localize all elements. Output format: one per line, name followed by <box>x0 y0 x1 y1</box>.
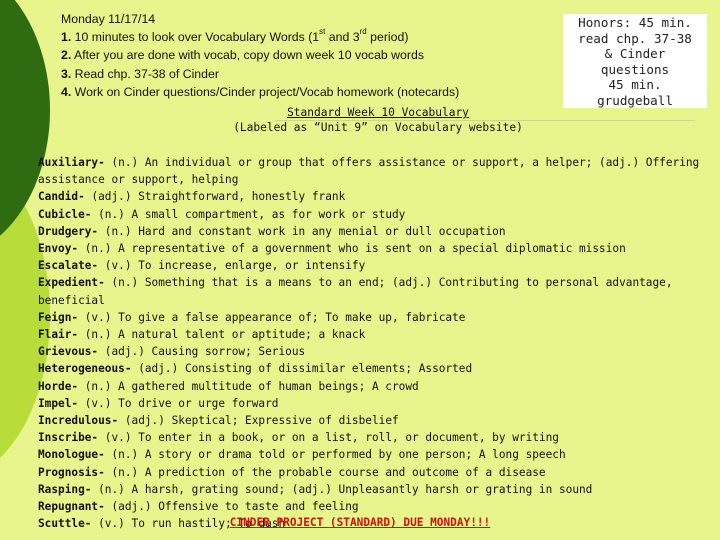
vocabulary-entry <box>38 429 710 446</box>
vocabulary-entry <box>38 360 710 377</box>
vocabulary-definition: (n.) An individual or group that offers assistance or support, a helper; (adj.) Offering assistance or support, helping <box>38 156 700 187</box>
vocabulary-definition: (v.) To run hastily; To dash <box>91 517 286 531</box>
vocabulary-entry <box>38 464 710 481</box>
vocabulary-definition: (adj.) Offensive to taste and feeling <box>104 500 359 514</box>
vocabulary-definition: (v.) To drive or urge forward <box>78 396 279 410</box>
vocabulary-entry <box>38 481 710 498</box>
honors-line: questions <box>600 61 670 77</box>
agenda-heading: Monday 11/17/14 <box>61 12 156 26</box>
vocabulary-word: Monologue- <box>38 448 105 462</box>
vocabulary-word: Repugnant- <box>38 500 105 514</box>
agenda-item-text: Work on Cinder questions/Cinder project/Vocab homework (notecards) <box>71 84 460 99</box>
agenda-block <box>61 10 531 101</box>
agenda-item-text: period) <box>366 30 409 45</box>
honors-line: grudgeball <box>597 92 673 108</box>
vocabulary-word: Cubicle- <box>38 207 92 221</box>
vocabulary-title <box>228 106 528 135</box>
vocabulary-entry <box>38 188 710 205</box>
vocabulary-entry <box>38 257 710 274</box>
superscript: rd <box>359 27 367 37</box>
vocabulary-definition: (adj.) Consisting of dissimilar elements; Assorted <box>131 362 473 376</box>
vocabulary-word: Horde- <box>38 379 79 393</box>
honors-line: Honors: 45 min. <box>578 15 692 30</box>
agenda-item-text: 10 minutes to look over Vocabulary Words (1 <box>71 30 320 45</box>
vocabulary-word: Impel- <box>38 396 79 410</box>
vocabulary-definition: (adj.) Causing sorrow; Serious <box>98 345 306 359</box>
vocabulary-entry <box>38 498 710 515</box>
vocabulary-list <box>38 154 710 532</box>
vocabulary-word: Drudgery- <box>38 224 99 238</box>
vocabulary-word: Rasping- <box>38 482 92 496</box>
vocabulary-definition: (n.) A small compartment, as for work or study <box>91 207 406 221</box>
project-due-notice: CINDER PROJECT (STANDARD) DUE MONDAY!!! <box>229 516 491 529</box>
vocabulary-definition: (v.) To give a false appearance of; To make up, fabricate <box>78 310 466 324</box>
vocabulary-definition: (n.) A prediction of the probable course and outcome of a disease <box>104 465 546 479</box>
vocabulary-word: Incredulous- <box>38 414 119 428</box>
vocabulary-word: Escalate- <box>38 259 99 273</box>
vocabulary-word: Scuttle- <box>38 517 92 531</box>
vocabulary-word: Flair- <box>38 328 79 342</box>
vocabulary-definition: (v.) To enter in a book, or on a list, roll, or document, by writing <box>98 431 559 445</box>
vocabulary-entry <box>38 240 710 257</box>
vocabulary-definition: (n.) Hard and constant work in any menial or dull occupation <box>98 224 506 238</box>
vocabulary-definition: (adj.) Skeptical; Expressive of disbelief <box>118 414 399 428</box>
vocabulary-word: Grievous- <box>38 345 99 359</box>
honors-line: read chp. 37-38 <box>578 30 692 46</box>
vocabulary-entry <box>38 206 710 223</box>
vocabulary-definition: (n.) A story or drama told or performed by one person; A long speech <box>104 448 566 462</box>
vocabulary-definition: (n.) A natural talent or aptitude; a knack <box>78 328 366 342</box>
vocabulary-definition: (n.) A harsh, grating sound; (adj.) Unpleasantly harsh or grating in sound <box>91 482 593 496</box>
vocabulary-word: Auxiliary- <box>38 156 105 169</box>
honors-line: 45 min. <box>608 77 662 93</box>
agenda-item-number: 2. <box>61 48 72 63</box>
vocabulary-word: Prognosis- <box>38 465 105 479</box>
vocabulary-entry <box>38 309 710 326</box>
agenda-item-number: 1. <box>61 30 72 45</box>
vocabulary-entry <box>38 326 710 343</box>
vocabulary-entry <box>38 378 710 395</box>
agenda-item-2 <box>61 46 531 64</box>
vocabulary-definition: (v.) To increase, enlarge, or intensify <box>98 259 366 273</box>
agenda-item-text: and 3 <box>325 30 360 45</box>
vocabulary-word: Envoy- <box>38 242 79 256</box>
vocabulary-entry <box>38 446 710 463</box>
vocabulary-definition: (n.) A gathered multitude of human beings; A crowd <box>78 379 419 393</box>
vocabulary-definition: (n.) A representative of a government who is sent on a special diplomatic mission <box>78 242 626 256</box>
agenda-item-text: After you are done with vocab, copy down week 10 vocab words <box>71 48 424 63</box>
vocabulary-definition: (n.) Something that is a means to an end; (adj.) Contributing to personal advantage, beneficial <box>38 276 673 307</box>
vocabulary-title-subtitle: (Labeled as “Unit 9” on Vocabulary website) <box>233 120 523 134</box>
vocabulary-entry <box>38 154 710 188</box>
vocabulary-entry <box>38 412 710 429</box>
vocabulary-entry <box>38 395 710 412</box>
agenda-item-text: Read chp. 37-38 of Cinder <box>71 66 219 81</box>
agenda-item-4 <box>61 83 531 101</box>
agenda-item-number: 3. <box>61 66 72 81</box>
vocabulary-word: Heterogeneous- <box>38 362 132 376</box>
vocabulary-word: Inscribe- <box>38 431 99 445</box>
agenda-item-1 <box>61 28 531 46</box>
honors-line: & Cinder <box>604 46 666 62</box>
vocabulary-definition: (adj.) Straightforward, honestly frank <box>84 190 346 204</box>
vocabulary-word: Expedient- <box>38 276 105 290</box>
vocabulary-entry <box>38 223 710 240</box>
vocabulary-entry <box>38 274 710 308</box>
honors-box <box>563 14 707 108</box>
vocabulary-title-main: Standard Week 10 Vocabulary <box>287 106 469 119</box>
vocabulary-word: Candid- <box>38 190 85 204</box>
superscript: st <box>319 27 326 37</box>
vocabulary-entry <box>38 343 710 360</box>
agenda-item-3 <box>61 65 531 83</box>
agenda-item-number: 4. <box>61 84 72 99</box>
vocabulary-word: Feign- <box>38 310 79 324</box>
